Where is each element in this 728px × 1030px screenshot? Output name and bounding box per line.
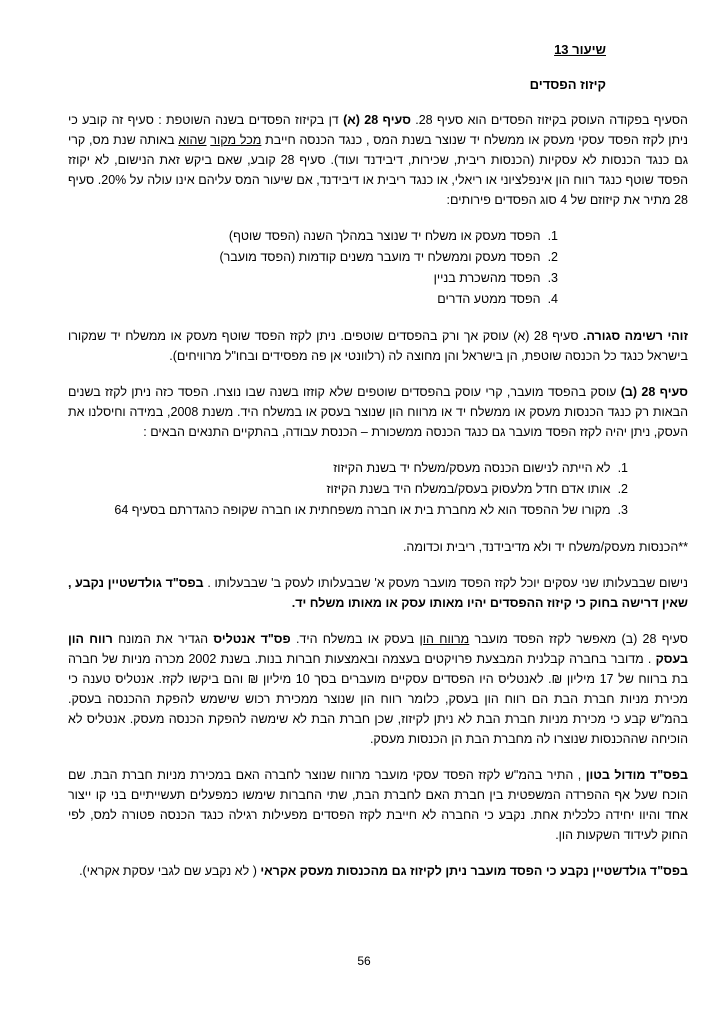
- antelis-text-2: בעסק או במשלח היד.: [290, 632, 420, 646]
- intro-underline-2: שהוא: [178, 133, 207, 147]
- goldshtein-random-ruling: בפס"ד גולדשטיין נקבע כי הפסד מועבר ניתן לקיזוז גם מהכנסות מעסק אקראי: [260, 864, 688, 878]
- list-item-text: אותו אדם חדל מלעסוק בעסק/במשלח היד בשנת הקיזוז: [326, 482, 611, 496]
- lesson-title: שיעור 13: [554, 42, 606, 57]
- intro-underline-1: מכל מקור: [210, 133, 262, 147]
- list-item: [68, 226, 688, 247]
- closed-list-paragraph: [68, 326, 688, 366]
- section-28b-ref: סעיף 28 (ב): [620, 385, 688, 399]
- list-item: [68, 268, 688, 289]
- loss-types-list: [68, 226, 688, 310]
- modul-beton-text: , התיר בהמ"ש לקזז הפסד עסקי מועבר מרווח שנוצר לחברה האם במכירת מניות חברת הבת. שם הוכח שעל אף ההפרדה המשפטית בין חברת האם לחברת הבת, שתי החברות שימשו כמפעלים תעשייתיים בני קו ייצור אחד והיוו יחידה כלכלית אחת. נקבע כי החברה לא חייבת לקזז הפסדים מפעילות רגילה כנגד הכנסה פטורה למס, לפי החוק לעידוד השקעות הון.: [68, 768, 688, 842]
- list-item-number: 3.: [617, 503, 628, 517]
- list-item-text: הפסד מעסק או משלח יד שנוצר במהלך השנה (הפסד שוטף): [228, 229, 541, 243]
- antelis-ruling-name: פס"ד אנטליס: [213, 632, 291, 646]
- two-businesses-paragraph: [68, 573, 688, 613]
- two-businesses-text: נישום שבבעלותו שני עסקים יוכל לקזז הפסד מועבר מעסק א' שבבעלותו לעסק ב' שבבעלותו .: [203, 576, 688, 590]
- list-item-number: 2.: [617, 482, 628, 496]
- list-item-number: 1.: [617, 461, 628, 475]
- list-item: [68, 289, 688, 310]
- list-item: [68, 247, 688, 268]
- antelis-capital-gain: מרווח הון: [419, 632, 470, 646]
- goldshtein-random-paragraph: [68, 861, 688, 881]
- antelis-text-3: הגדיר את המונח: [112, 632, 214, 646]
- list-item: [68, 479, 688, 500]
- intro-text-3: באותה שנת מס, קרי גם כנגד הכנסות לא עסקיות (הכנסות ריבית, שכירות, דיבידנד ועוד). סעיף 28 קובע, שאם ביקש זאת הנישום, לא יקוזז הפסד שוטף כנגד רווח הון אינפלציוני או ריאלי, או כנגד ריבית או דיבידנד, אם שיעור המס עליהם אינו עולה על 20%. סעיף 28 מתיר את קיזוזם של 4 סוג הפסדים פירותים:: [68, 133, 688, 207]
- list-item-number: 2.: [547, 250, 558, 264]
- list-item-number: 3.: [547, 271, 558, 285]
- page-number: 56: [357, 954, 371, 968]
- goldshtein-random-text: ( לא נקבע שם לגבי עסקת אקראי).: [79, 864, 261, 878]
- list-item-number: 4.: [547, 292, 558, 306]
- list-item-text: הפסד מהשכרת בניין: [433, 271, 541, 285]
- antelis-paragraph: [68, 629, 688, 749]
- footnote: **הכנסות מעסק/משלח יד ולא מדיבידנד, ריבית וכדומה.: [402, 540, 688, 554]
- modul-beton-paragraph: [68, 765, 688, 845]
- antelis-term: רווח הון בעסק: [68, 632, 688, 666]
- list-item: [68, 458, 688, 479]
- intro-section-ref: סעיף 28 (א): [343, 113, 411, 127]
- list-item: [68, 500, 688, 521]
- intro-paragraph: [68, 110, 688, 210]
- antelis-text-4: . מדובר בחברה קבלנית המבצעת פרויקטים בעצמה ובאמצעות חברות בנות. בשנת 2002 מכרה מניות של חברה בת ברווח של 17 מיליון ₪. לאנטליס היו הפסדים עסקיים מועברים בסך 10 מיליון ₪ והם ביקשו לקזז. אנטליס טענה כי מכירת מניות חברת הבת הם רווח הון בעסק, כלומר רווח הון שנוצר ממכירת רכוש שישמש להפקת ההכנסה בעסק. בהמ"ש קבע כי מכירת מניות חברת הבת לא ניתן לקיזוז, שכן חברת הבת לא שימשה להפקת הכנסה מעסק. אנטליס לא הוכיחה שההכנסות שנוצרו לה מחברת הבת הן הכנסות מעסק.: [68, 652, 689, 746]
- list-item-text: הפסד מעסק וממשלח יד מועבר משנים קודמות (הפסד מועבר): [219, 250, 541, 264]
- antelis-text-1: סעיף 28 (ב) מאפשר לקזז הפסד מועבר: [469, 632, 689, 646]
- list-item-text: מקורו של ההפסד הוא לא מחברת בית או חברה משפחתית או חברה שקופה כהגדרתם בסעיף 64: [114, 503, 611, 517]
- section-title: קיזוז הפסדים: [529, 77, 606, 92]
- modul-beton-ruling-name: בפס"ד מודול בטון: [585, 768, 688, 782]
- list-item-text: הפסד ממטע הדרים: [437, 292, 541, 306]
- conditions-list: [68, 458, 688, 521]
- intro-text-2: דן בקיזוז הפסדים בשנה השוטפת : סעיף זה קובע כי ניתן לקזז הפסד עסקי מעסק או ממשלח יד שנוצר בשנת המס , כנגד הכנסה חייבת: [68, 113, 688, 147]
- closed-list-heading: זוהי רשימה סגורה.: [582, 329, 689, 343]
- intro-text-1: הסעיף בפקודה העוסק בקיזוז הפסדים הוא סעיף 28.: [410, 113, 688, 127]
- list-item-number: 1.: [547, 229, 558, 243]
- list-item-text: לא הייתה לנישום הכנסה מעסק/משלח יד בשנת הקיזוז: [333, 461, 611, 475]
- section-28b-paragraph: [68, 382, 688, 442]
- closed-list-text: סעיף 28 (א) עוסק אך ורק בהפסדים שוטפים. ניתן לקזז הפסד שוטף מעסק או ממשלח יד שמקורו בישראל כנגד כל הכנסה שוטפת, הן בישראל והן מחוצה לה (רלוונטי אן פה מפסידים ובחו"ל מרוויחים).: [68, 329, 688, 363]
- goldshtein-ruling: בפס"ד גולדשטיין נקבע , שאין דרישה בחוק כי קיזוז ההפסדים יהיו מאותו עסק או מאותו משלח יד.: [68, 576, 688, 610]
- section-28b-text: עוסק בהפסד מועבר, קרי עוסק בהפסדים שוטפים שלא קוזזו בשנה שבו נוצרו. הפסד כזה ניתן לקזז בשנים הבאות רק כנגד הכנסות מעסק או ממשלח יד או מרווח הון שנוצר בעסק או במשלח היד. משנת 2008, במידה וחיסלנו את העסק, ניתן יהיה לקזז הפסד מועבר גם כנגד הכנסה ממשכורת – הכנסת עבודה, בהתקיים התנאים הבאים :: [68, 385, 688, 439]
